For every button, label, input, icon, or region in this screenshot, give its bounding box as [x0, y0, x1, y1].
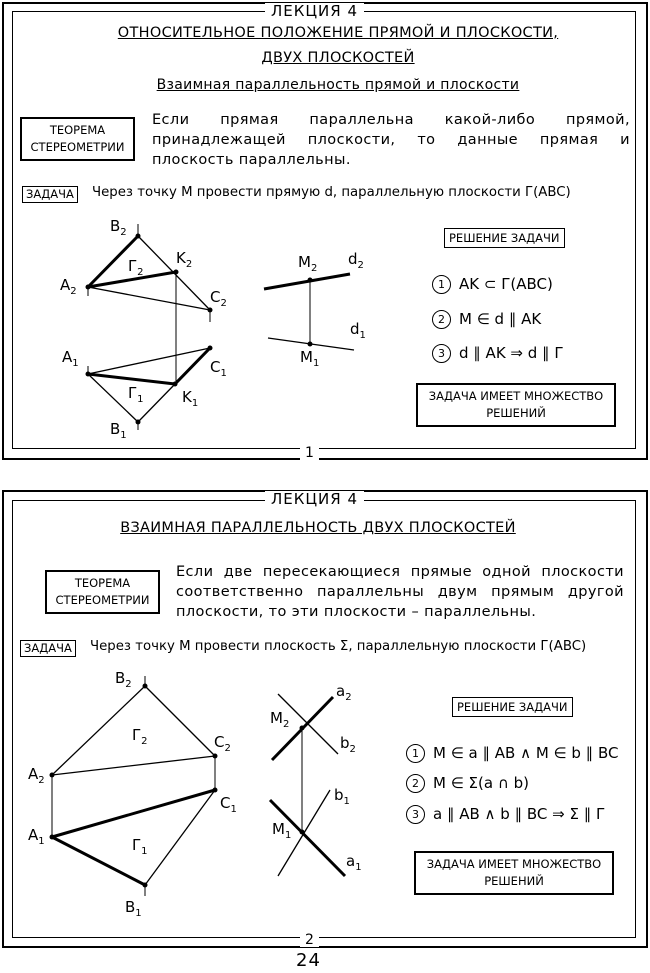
step-text: M ∈ Σ(a ∩ b): [433, 774, 529, 792]
label-b2: $b_2$: [340, 734, 356, 755]
slide-1-subtitle: Взаимная параллельность прямой и плоскости: [156, 77, 520, 93]
slide-1-solution-label: РЕШЕНИЕ ЗАДАЧИ: [444, 228, 565, 248]
slide-1-task-label: ЗАДАЧА: [22, 186, 78, 203]
slide-1-caption: ЛЕКЦИЯ 4: [265, 3, 364, 19]
label-B2: $B_2$: [115, 669, 132, 690]
label-A1: $A_1$: [28, 826, 45, 847]
label-A2: $A_2$: [60, 276, 77, 297]
step-text: AK ⊂ Г(ABC): [459, 275, 553, 293]
label-M1: $M_1$: [300, 348, 320, 369]
label-G1: $Г_1$: [128, 384, 144, 405]
label-C1: $C_1$: [210, 358, 227, 379]
label-M2: $M_2$: [270, 709, 290, 730]
answer-line1: ЗАДАЧА ИМЕЕТ МНОЖЕСТВО: [428, 389, 604, 403]
label-M2: $M_2$: [298, 253, 318, 274]
answer-line2: РЕШЕНИЙ: [486, 406, 546, 420]
slide-1-title-line1: ОТНОСИТЕЛЬНОЕ ПОЛОЖЕНИЕ ПРЯМОЙ И ПЛОСКОСТИ,: [117, 25, 559, 41]
slide-1-number: 1: [300, 446, 319, 460]
label-B1: $B_1$: [110, 420, 127, 441]
step-number: 2: [406, 774, 425, 793]
step-number: 3: [406, 805, 425, 824]
step-text: M ∈ d ∥ AK: [459, 310, 542, 328]
step-text: M ∈ a ∥ AB ∧ M ∈ b ∥ BC: [433, 744, 619, 762]
theorem-label-line2: СТЕРЕОМЕТРИИ: [55, 593, 150, 607]
slide-2-task-label: ЗАДАЧА: [20, 640, 76, 657]
label-G2: $Г_2$: [128, 257, 144, 278]
label-A2: $A_2$: [28, 765, 45, 786]
label-a2: $a_2$: [336, 682, 352, 703]
theorem-label-line1: ТЕОРЕМА: [74, 576, 131, 590]
step-number: 2: [432, 310, 451, 329]
step-number: 1: [432, 275, 451, 294]
label-C2: $C_2$: [210, 288, 227, 309]
label-G1: $Г_1$: [132, 836, 148, 857]
label-K2: $K_2$: [176, 249, 193, 270]
theorem-label-line2: СТЕРЕОМЕТРИИ: [30, 140, 125, 154]
label-M1: $M_1$: [272, 820, 292, 841]
slide-1-title-line2: ДВУХ ПЛОСКОСТЕЙ: [261, 50, 415, 66]
slide-1-task-text: Через точку M провести прямую d, параллельную плоскости Г(ABC): [92, 185, 571, 200]
slide-2-theorem-text: Если две пересекающиеся прямые одной плоскости соответственно параллельны двум прямым другой плоскости, то эти плоскости – параллельны.: [176, 564, 624, 620]
theorem-label-line1: ТЕОРЕМА: [49, 123, 106, 137]
slide-2-task-text: Через точку M провести плоскость Σ, параллельную плоскости Г(ABC): [90, 639, 587, 654]
step-number: 3: [432, 344, 451, 363]
answer-line1: ЗАДАЧА ИМЕЕТ МНОЖЕСТВО: [426, 857, 602, 871]
label-C1: $C_1$: [220, 794, 237, 815]
label-d2: $d_2$: [348, 250, 364, 271]
label-b1: $b_1$: [334, 786, 350, 807]
slide-2-solution-label: РЕШЕНИЕ ЗАДАЧИ: [452, 697, 573, 717]
label-A1: $A_1$: [62, 348, 79, 369]
slide-2-title: ВЗАИМНАЯ ПАРАЛЛЕЛЬНОСТЬ ДВУХ ПЛОСКОСТЕЙ: [120, 520, 516, 536]
slide-1-theorem-text: Если прямая параллельна какой-либо прямой, принадлежащей плоскости, то данные прямая и плоскость параллельны.: [152, 112, 630, 168]
label-B1: $B_1$: [125, 898, 142, 919]
label-G2: $Г_2$: [132, 726, 148, 747]
label-d1: $d_1$: [350, 320, 366, 341]
label-a1: $a_1$: [346, 852, 362, 873]
slide-2-number: 2: [300, 933, 319, 947]
step-text: a ∥ AB ∧ b ∥ BC ⇒ Σ ∥ Г: [433, 805, 606, 823]
label-B2: $B_2$: [110, 217, 127, 238]
label-C2: $C_2$: [214, 733, 231, 754]
page-number: 24: [296, 950, 321, 971]
slide-2-caption: ЛЕКЦИЯ 4: [265, 491, 364, 507]
step-number: 1: [406, 744, 425, 763]
label-K1: $K_1$: [182, 388, 199, 409]
step-text: d ∥ AK ⇒ d ∥ Г: [459, 344, 564, 362]
answer-line2: РЕШЕНИЙ: [484, 874, 544, 888]
